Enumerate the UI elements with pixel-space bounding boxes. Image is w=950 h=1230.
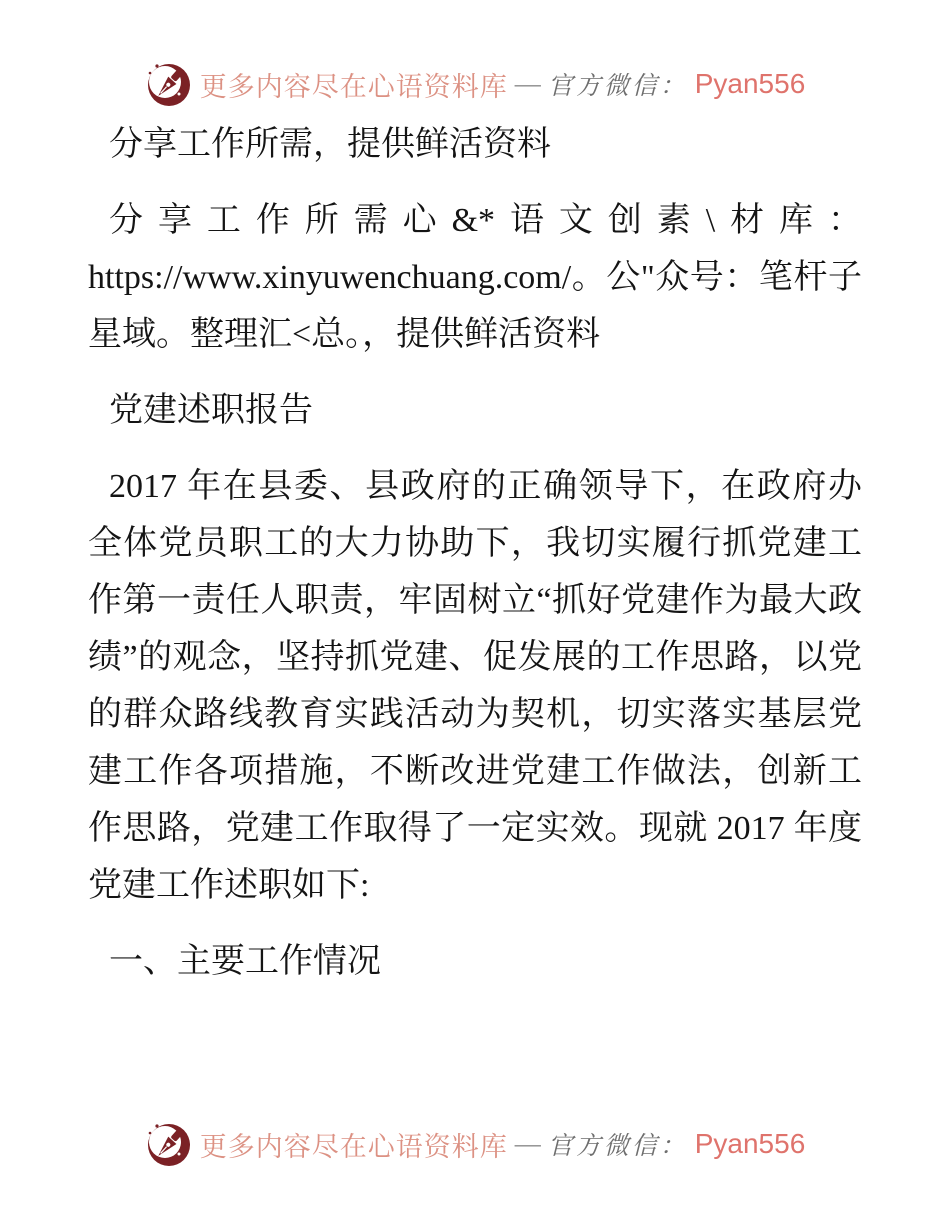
wechat-id: Pyan556: [694, 1128, 806, 1159]
paragraph-report-title: 党建述职报告: [109, 392, 313, 429]
site-name: 更多内容尽在心语资料库: [199, 71, 508, 102]
pen-swirl-logo-icon: [145, 1120, 193, 1168]
paragraph-section-heading: 一、主要工作情况: [109, 943, 381, 980]
site-name: 更多内容尽在心语资料库: [199, 1131, 508, 1162]
document-body: [88, 116, 862, 1009]
paragraph-share-tagline: 分享工作所需，提供鲜活资料: [109, 126, 551, 163]
header-branding: [0, 60, 950, 108]
footer-branding: [0, 1120, 950, 1168]
paragraph-report-intro: 2017 年在县委、县政府的正确领导下，在政府办全体党员职工的大力协助下，我切实履行抓党建工作第一责任人职责，牢固树立“抓好党建作为最大政绩”的观念，坚持抓党建、促发展的工作思路，以党的群众路线教育实践活动为契机，切实落实基层党建工作各项措施，不断改进党建工作做法，创新工作思路，党建工作取得了一定实效。现就 2017 年度党建工作述职如下:: [88, 468, 862, 904]
dash-separator: —: [514, 69, 541, 98]
wechat-id: Pyan556: [694, 68, 806, 99]
wechat-label: 官方微信：: [547, 1131, 688, 1160]
paragraph-source-info: 分享工作所需心&*语文创素\材库：https://www.xinyuwenchuang.com/。公"众号：笔杆子星域。整理汇<总。，提供鲜活资料: [88, 202, 862, 353]
dash-separator: —: [514, 1129, 541, 1158]
pen-swirl-logo-icon: [145, 60, 193, 108]
wechat-label: 官方微信：: [547, 71, 688, 100]
